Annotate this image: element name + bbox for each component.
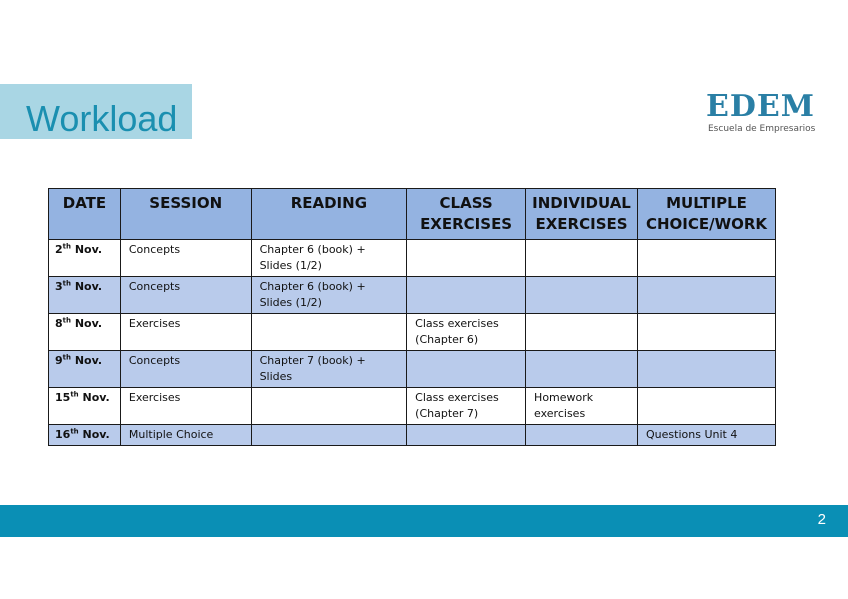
reading-cell: Chapter 6 (book) + Slides (1/2) bbox=[251, 277, 407, 314]
reading-cell bbox=[251, 425, 407, 446]
reading-cell: Chapter 7 (book) + Slides bbox=[251, 351, 407, 388]
header-indiv-line1: INDIVIDUAL bbox=[532, 194, 631, 212]
header-class-line1: CLASS bbox=[439, 194, 493, 212]
class-exercises-cell bbox=[407, 277, 526, 314]
reading-cell bbox=[251, 388, 407, 425]
multiple-choice-cell: Questions Unit 4 bbox=[638, 425, 776, 446]
individual-exercises-cell: Homework exercises bbox=[526, 388, 638, 425]
table-header-row bbox=[49, 189, 776, 240]
table-row bbox=[49, 277, 776, 314]
table-row bbox=[49, 240, 776, 277]
individual-exercises-cell bbox=[526, 277, 638, 314]
date-cell: 8th Nov. bbox=[49, 314, 121, 351]
header-session: SESSION bbox=[120, 189, 251, 240]
page-number: 2 bbox=[817, 511, 826, 528]
class-exercises-cell: Class exercises (Chapter 7) bbox=[407, 388, 526, 425]
reading-cell: Chapter 6 (book) + Slides (1/2) bbox=[251, 240, 407, 277]
individual-exercises-cell bbox=[526, 314, 638, 351]
multiple-choice-cell bbox=[638, 351, 776, 388]
header-indiv-line2: EXERCISES bbox=[535, 215, 628, 233]
date-cell: 9th Nov. bbox=[49, 351, 121, 388]
session-cell: Multiple Choice bbox=[120, 425, 251, 446]
logo-wordmark: EDEM bbox=[706, 89, 815, 124]
session-cell: Concepts bbox=[120, 277, 251, 314]
reading-cell bbox=[251, 314, 407, 351]
footer-bar bbox=[0, 505, 848, 537]
header-class-exercises bbox=[407, 189, 526, 240]
date-cell: 16th Nov. bbox=[49, 425, 121, 446]
multiple-choice-cell bbox=[638, 277, 776, 314]
header-multiple-choice bbox=[638, 189, 776, 240]
individual-exercises-cell bbox=[526, 240, 638, 277]
logo-tagline: Escuela de Empresarios bbox=[708, 124, 816, 134]
slide-title: Workload bbox=[26, 98, 178, 139]
table-row bbox=[49, 351, 776, 388]
multiple-choice-cell bbox=[638, 388, 776, 425]
header-individual-exercises bbox=[526, 189, 638, 240]
table-row bbox=[49, 388, 776, 425]
class-exercises-cell bbox=[407, 240, 526, 277]
workload-table bbox=[48, 188, 776, 446]
edem-logo bbox=[706, 89, 822, 134]
header-reading: READING bbox=[251, 189, 407, 240]
class-exercises-cell bbox=[407, 425, 526, 446]
header-mc-line1: MULTIPLE bbox=[666, 194, 747, 212]
table-row bbox=[49, 425, 776, 446]
individual-exercises-cell bbox=[526, 425, 638, 446]
session-cell: Concepts bbox=[120, 351, 251, 388]
date-cell: 2th Nov. bbox=[49, 240, 121, 277]
multiple-choice-cell bbox=[638, 314, 776, 351]
header-mc-line2: CHOICE/WORK bbox=[645, 215, 768, 233]
date-cell: 3th Nov. bbox=[49, 277, 121, 314]
session-cell: Concepts bbox=[120, 240, 251, 277]
class-exercises-cell: Class exercises (Chapter 6) bbox=[407, 314, 526, 351]
individual-exercises-cell bbox=[526, 351, 638, 388]
class-exercises-cell bbox=[407, 351, 526, 388]
session-cell: Exercises bbox=[120, 314, 251, 351]
table-row bbox=[49, 314, 776, 351]
header-date: DATE bbox=[49, 189, 121, 240]
multiple-choice-cell bbox=[638, 240, 776, 277]
date-cell: 15th Nov. bbox=[49, 388, 121, 425]
session-cell: Exercises bbox=[120, 388, 251, 425]
header-class-line2: EXERCISES bbox=[420, 215, 513, 233]
